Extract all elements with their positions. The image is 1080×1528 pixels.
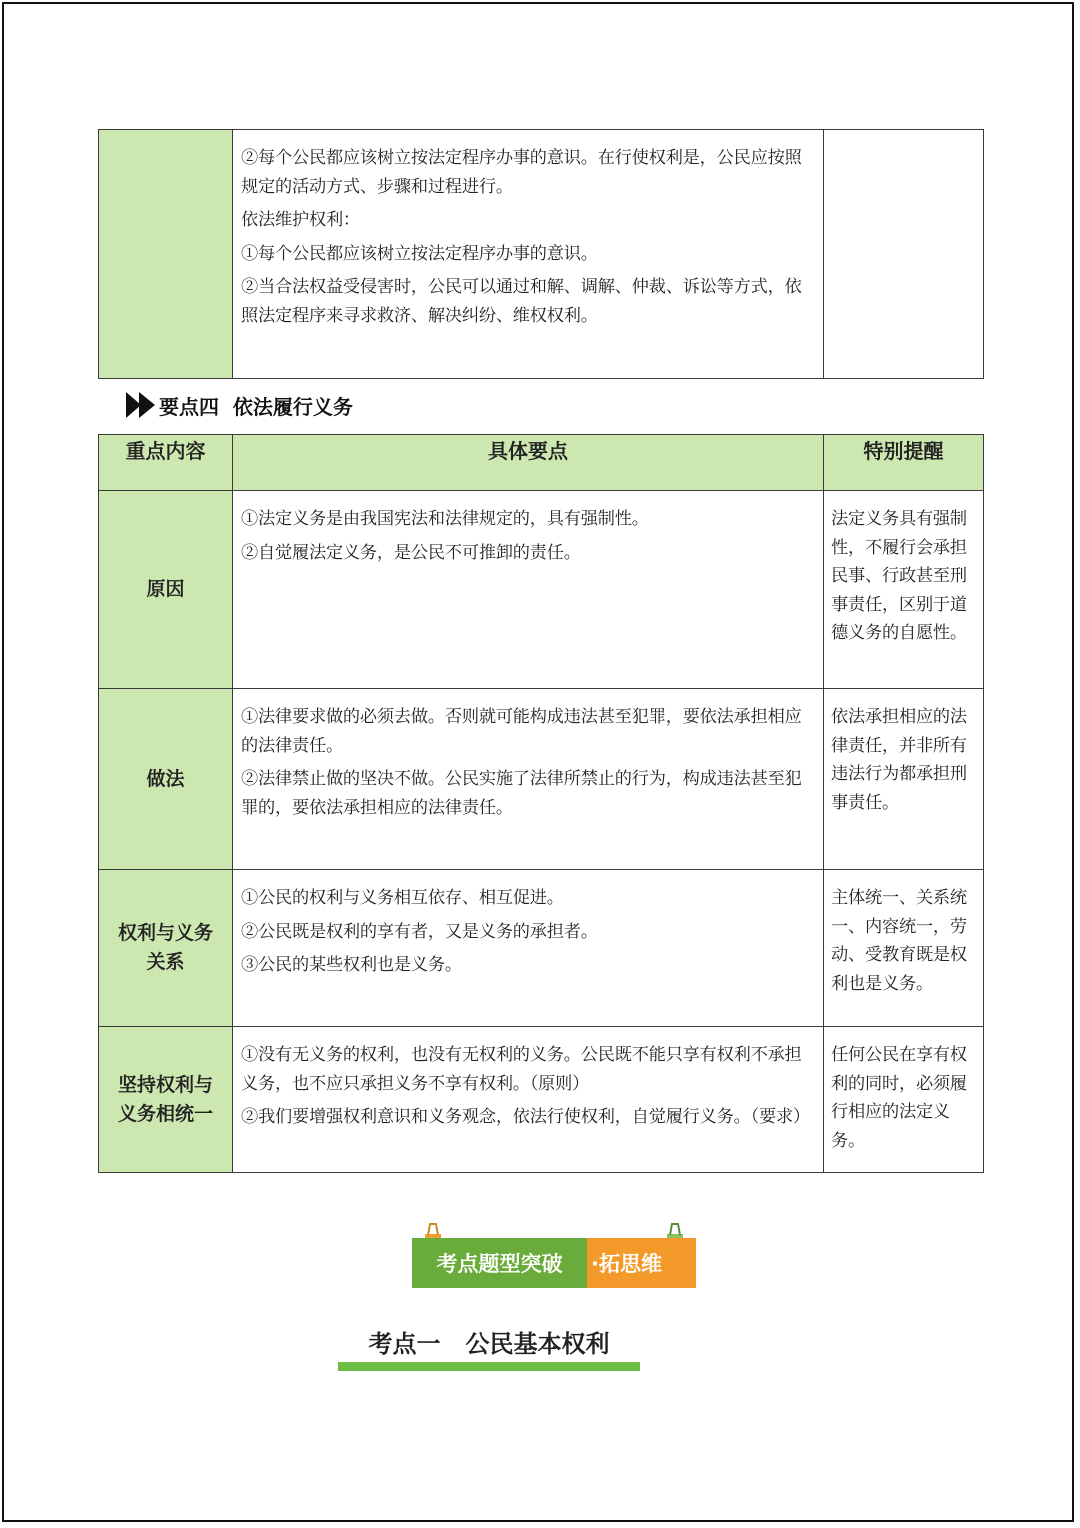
row-details xyxy=(233,689,824,870)
detail-line: ②法律禁止做的坚决不做。公民实施了法律所禁止的行为，构成违法甚至犯罪的，要依法承担相应的法律责任。 xyxy=(241,769,802,818)
table-row xyxy=(99,689,984,870)
detail-line: ②自觉履法定义务，是公民不可推卸的责任。 xyxy=(241,542,581,563)
detail-line: ①公民的权利与义务相互依存、相互促进。 xyxy=(241,888,564,908)
banner-left: 考点题型突破 xyxy=(412,1238,587,1288)
table-header-row xyxy=(99,435,984,491)
row-note: 法定义务具有强制性，不履行会承担民事、行政甚至刑事责任，区别于道德义务的自愿性。 xyxy=(824,491,984,689)
detail-line: ②我们要增强权利意识和义务观念，依法行使权利，自觉履行义务。（要求） xyxy=(241,1107,810,1128)
table-row xyxy=(99,870,984,1027)
detail-line: ③公民的某些权利也是义务。 xyxy=(241,955,462,976)
row-details xyxy=(233,1027,824,1173)
row-label-text: 权利与义务关系 xyxy=(117,922,213,973)
topic-underline xyxy=(338,1362,640,1371)
header-special-reminder: 特别提醒 xyxy=(824,435,984,491)
banner-right: ·拓思维 xyxy=(587,1238,696,1288)
section-heading xyxy=(126,388,353,422)
double-arrow-icon xyxy=(126,390,157,420)
header-key-content: 重点内容 xyxy=(99,435,233,491)
continued-detail-line: 依法维护权利： xyxy=(241,210,360,231)
continued-table xyxy=(98,129,984,379)
continued-detail-line: ②当合法权益受侵害时，公民可以通过和解、调解、仲裁、诉讼等方式，依照法定程序来寻求救济、解决纠纷、维权权利。 xyxy=(241,277,802,326)
row-label xyxy=(99,1027,233,1173)
topic-title: 考点一 公民基本权利 xyxy=(368,1330,610,1358)
header-specific-points: 具体要点 xyxy=(233,435,824,491)
exam-breakthrough-banner xyxy=(412,1238,696,1288)
row-note: 主体统一、关系统一、内容统一，劳动、受教育既是权利也是义务。 xyxy=(824,870,984,1027)
continued-detail-cell xyxy=(233,130,824,379)
row-details xyxy=(233,870,824,1027)
row-label: 原因 xyxy=(99,491,233,689)
duty-table xyxy=(98,434,984,1173)
row-label: 做法 xyxy=(99,689,233,870)
detail-line: ①法律要求做的必须去做。否则就可能构成违法甚至犯罪，要依法承担相应的法律责任。 xyxy=(241,707,802,756)
detail-line: ①没有无义务的权利，也没有无权利的义务。公民既不能只享有权利不承担义务，也不应只承担义务不享有权利。（原则） xyxy=(241,1045,802,1094)
continued-note-cell xyxy=(824,130,984,379)
row-details xyxy=(233,491,824,689)
detail-line: ①法定义务是由我国宪法和法律规定的，具有强制性。 xyxy=(241,509,649,529)
continued-detail-line: ②每个公民都应该树立按法定程序办事的意识。在行使权利是，公民应按照规定的活动方式、步骤和过程进行。 xyxy=(241,148,802,197)
continued-label-cell xyxy=(99,130,233,379)
row-label xyxy=(99,870,233,1027)
table-row xyxy=(99,1027,984,1173)
continued-detail-line: ①每个公民都应该树立按法定程序办事的意识。 xyxy=(241,243,598,264)
row-label-text: 坚持权利与义务相统一 xyxy=(117,1073,213,1125)
table-row xyxy=(99,491,984,689)
row-note: 任何公民在享有权利的同时，必须履行相应的法定义务。 xyxy=(824,1027,984,1173)
detail-line: ②公民既是权利的享有者，又是义务的承担者。 xyxy=(241,921,598,942)
section-title: 要点四 依法履行义务 xyxy=(159,394,353,419)
row-note: 依法承担相应的法律责任，并非所有违法行为都承担刑事责任。 xyxy=(824,689,984,870)
